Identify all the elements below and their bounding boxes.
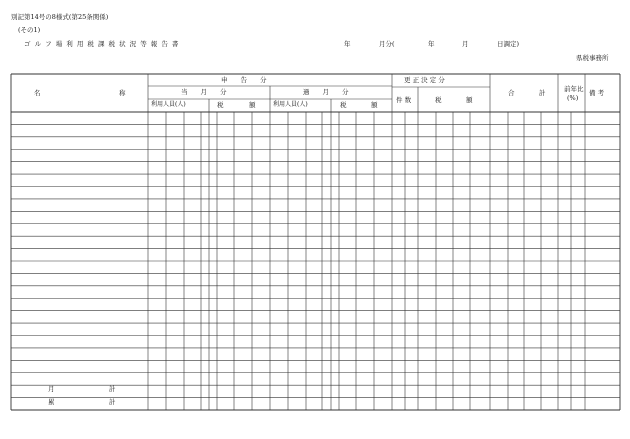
office-label: 県税事務所 [576, 54, 609, 62]
header-name-2: 称 [119, 89, 126, 97]
period-day-label: 日調定) [497, 40, 520, 48]
header-total-b: 計 [539, 89, 546, 97]
header-tax2-b: 額 [371, 101, 378, 109]
header-tax2-a: 税 [340, 101, 347, 109]
form-number: 別記第14号の8様式(第25条関係) [11, 13, 109, 21]
row-cumulative-a: 累 [48, 398, 55, 406]
header-past-month: 過 月 分 [303, 88, 349, 96]
header-tax3-b: 額 [466, 96, 473, 104]
header-remarks: 備 考 [589, 89, 605, 97]
row-cumulative-b: 計 [109, 398, 116, 406]
header-total-a: 合 [508, 89, 515, 97]
form-title: ゴ ル フ 場 利 用 税 課 税 状 況 等 報 告 書 [24, 40, 180, 48]
header-percent: (%) [567, 94, 579, 102]
header-users: 利用人員(人) [151, 101, 186, 108]
period-year-label: 年 [344, 40, 351, 48]
header-correction: 更 正 決 定 分 [404, 76, 445, 84]
row-month-total-b: 計 [109, 385, 116, 393]
period-year2-label: 年 [428, 40, 435, 48]
header-users-2: 利用人員(人) [273, 101, 308, 108]
header-declared: 申 告 分 [221, 76, 267, 84]
header-tax3-a: 税 [435, 96, 442, 104]
header-count: 件 数 [396, 96, 412, 104]
header-prev-year-ratio: 前年比 [564, 85, 584, 93]
header-current-month: 当 月 分 [181, 88, 227, 96]
header-tax-b: 額 [249, 101, 256, 109]
header-name: 名 [34, 89, 41, 97]
form-variant: (その1) [18, 26, 41, 34]
period-month2-label: 月 [462, 40, 469, 48]
row-month-total-a: 月 [48, 385, 55, 393]
header-tax-a: 税 [217, 101, 224, 109]
period-month-label: 月分( [379, 40, 395, 48]
